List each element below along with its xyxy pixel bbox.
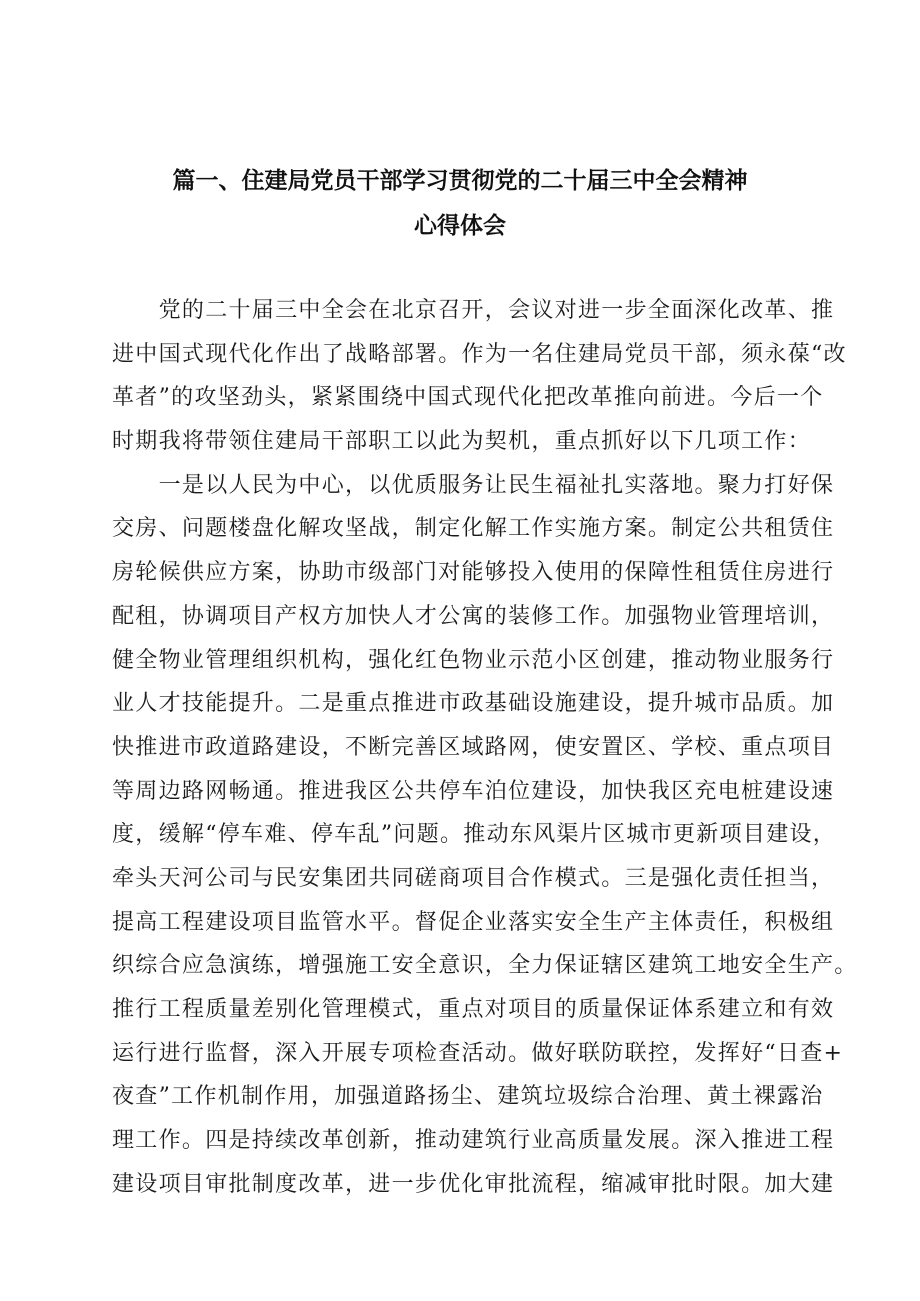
text-line: 推行工程质量差别化管理模式，重点对项目的质量保证体系建立和有效 [112, 997, 835, 1022]
document-body [112, 289, 858, 1206]
text-line: 等周边路网畅通。推进我区公共停车泊位建设，加快我区充电桩建设速 [112, 778, 835, 804]
text-line: 交房、问题楼盘化解攻坚战，制定化解工作实施方案。制定公共租赁住 [112, 516, 835, 542]
text-line: 健全物业管理组织机构，强化红色物业示范小区创建，推动物业服务行 [112, 647, 835, 673]
text-line: 一是以人民为中心，以优质服务让民生福祉扎实落地。聚力打好保 [112, 472, 835, 498]
text-line: 业人才技能提升。二是重点推进市政基础设施建设，提升城市品质。加 [112, 691, 835, 717]
text-line: 度，缓解“停车难、停车乱”问题。推动东风渠片区城市更新项目建设， [112, 822, 837, 848]
text-line: 夜查”工作机制作用，加强道路扬尘、建筑垃圾综合治理、黄土裸露治 [112, 1084, 824, 1110]
text-line: 提高工程建设项目监管水平。督促企业落实安全生产主体责任，积极组 [112, 909, 835, 935]
text-line: 配租，协调项目产权方加快人才公寓的装修工作。加强物业管理培训， [112, 603, 835, 629]
text-line: 革者”的攻坚劲头，紧紧围绕中国式现代化把改革推向前进。今后一个 [112, 385, 824, 411]
text-line: 理工作。四是持续改革创新，推动建筑行业高质量发展。深入推进工程 [112, 1128, 835, 1154]
text-line: 运行进行监督，深入开展专项检查活动。做好联防联控，发挥好“日查+ [112, 1040, 844, 1066]
text-line: 织综合应急演练，增强施工安全意识，全力保证辖区建筑工地安全生产。 [112, 953, 858, 979]
text-line: 建设项目审批制度改革，进一步优化审批流程，缩减审批时限。加大建 [112, 1171, 835, 1197]
text-line: 进中国式现代化作出了战略部署。作为一名住建局党员干部，须永葆“改 [112, 341, 847, 367]
document-title-continued: 心得体会 [414, 213, 506, 239]
text-line: 房轮候供应方案，协助市级部门对能够投入使用的保障性租赁住房进行 [112, 560, 835, 586]
text-line: 牵头天河公司与民安集团共同磋商项目合作模式。三是强化责任担当， [112, 865, 835, 891]
text-line: 时期我将带领住建局干部职工以此为契机，重点抓好以下几项工作： [112, 429, 812, 455]
text-line: 党的二十届三中全会在北京召开，会议对进一步全面深化改革、推 [112, 298, 835, 323]
text-line: 快推进市政道路建设，不断完善区域路网，使安置区、学校、重点项目 [112, 734, 835, 760]
document-title: 篇一、住建局党员干部学习贯彻党的二十届三中全会精神 [172, 168, 748, 194]
